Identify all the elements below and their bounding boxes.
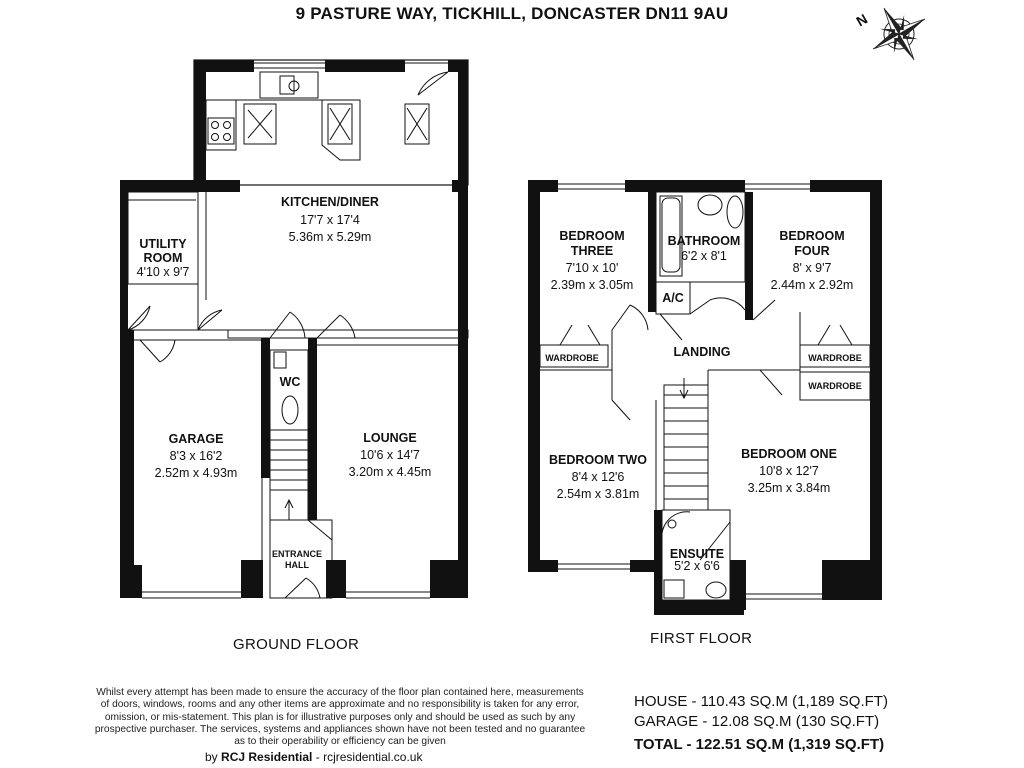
garage-area: GARAGE - 12.08 SQ.M (130 SQ.FT)	[634, 713, 880, 730]
bedroom-two-name: BEDROOM TWO	[549, 453, 647, 467]
bedroom-three-name-2: THREE	[570, 244, 614, 258]
wc-name: WC	[279, 375, 301, 389]
bedroom-three-name-1: BEDROOM	[559, 229, 625, 243]
page-title: 9 PASTURE WAY, TICKHILL, DONCASTER DN11 9AU	[295, 4, 729, 23]
lounge-imperial: 10'6 x 14'7	[360, 448, 420, 462]
wardrobe-right-2: WARDROBE	[808, 381, 862, 391]
kitchen-imperial: 17'7 x 17'4	[300, 213, 360, 227]
bedroom-four-name-2: FOUR	[794, 244, 830, 258]
bedroom-two-imperial: 8'4 x 12'6	[571, 470, 625, 484]
ground-floor-label: GROUND FLOOR	[233, 636, 360, 653]
lounge-metric: 3.20m x 4.45m	[348, 465, 432, 479]
compass-north-label: N	[853, 10, 871, 30]
bedroom-one-name: BEDROOM ONE	[741, 447, 837, 461]
house-area: HOUSE - 110.43 SQ.M (1,189 SQ.FT)	[634, 693, 888, 710]
credit-company: RCJ Residential	[221, 750, 313, 764]
ground-floor-plan	[0, 0, 512, 640]
entrance-name-2: HALL	[285, 560, 309, 570]
bedroom-two-metric: 2.54m x 3.81m	[556, 487, 640, 501]
wardrobe-right-1: WARDROBE	[808, 353, 862, 363]
garage-imperial: 8'3 x 16'2	[169, 449, 223, 463]
ac-name: A/C	[662, 291, 684, 305]
ensuite-name: ENSUITE	[669, 547, 725, 561]
credit-prefix: by	[205, 750, 218, 764]
kitchen-name: KITCHEN/DINER	[281, 195, 379, 209]
utility-name-1: UTILITY	[139, 237, 187, 251]
bedroom-four-metric: 2.44m x 2.92m	[770, 278, 854, 292]
bedroom-four-name-1: BEDROOM	[779, 229, 845, 243]
disclaimer-text: Whilst every attempt has been made to ensure the accuracy of the floor plan contained here, measurements of doors, windows, rooms and any other items are approximate and no responsibility is taken for any error, omission, or mis-statement. This plan is for illustrative purposes only and should be used as such by any prospective purchaser. The services, systems and appliances shown have not been tested and no guarantee as to their operability or efficiency can be given	[94, 687, 586, 748]
lounge-name: LOUNGE	[363, 431, 417, 445]
bathroom-name: BATHROOM	[667, 234, 741, 248]
bedroom-four-imperial: 8' x 9'7	[792, 261, 832, 275]
garage-metric: 2.52m x 4.93m	[154, 466, 238, 480]
bedroom-three-imperial: 7'10 x 10'	[565, 261, 619, 275]
first-floor-plan	[512, 0, 1024, 640]
kitchen-metric: 5.36m x 5.29m	[288, 230, 372, 244]
bedroom-one-metric: 3.25m x 3.84m	[747, 481, 831, 495]
ensuite-imperial: 5'2 x 6'6	[674, 559, 720, 573]
garage-name: GARAGE	[168, 432, 224, 446]
first-floor-label: FIRST FLOOR	[650, 630, 753, 647]
credit-line	[205, 750, 422, 764]
credit-separator: -	[315, 750, 320, 764]
total-area: TOTAL - 122.51 SQ.M (1,319 SQ.FT)	[634, 736, 885, 753]
landing-name: LANDING	[673, 345, 731, 359]
utility-imperial: 4'10 x 9'7	[136, 265, 190, 279]
bathroom-imperial: 6'2 x 8'1	[681, 249, 727, 263]
entrance-name-1: ENTRANCE	[271, 549, 323, 559]
bedroom-three-metric: 2.39m x 3.05m	[550, 278, 634, 292]
utility-name-2: ROOM	[143, 251, 183, 265]
credit-website: rcjresidential.co.uk	[323, 750, 423, 764]
bedroom-one-imperial: 10'8 x 12'7	[759, 464, 819, 478]
wardrobe-left: WARDROBE	[545, 353, 599, 363]
